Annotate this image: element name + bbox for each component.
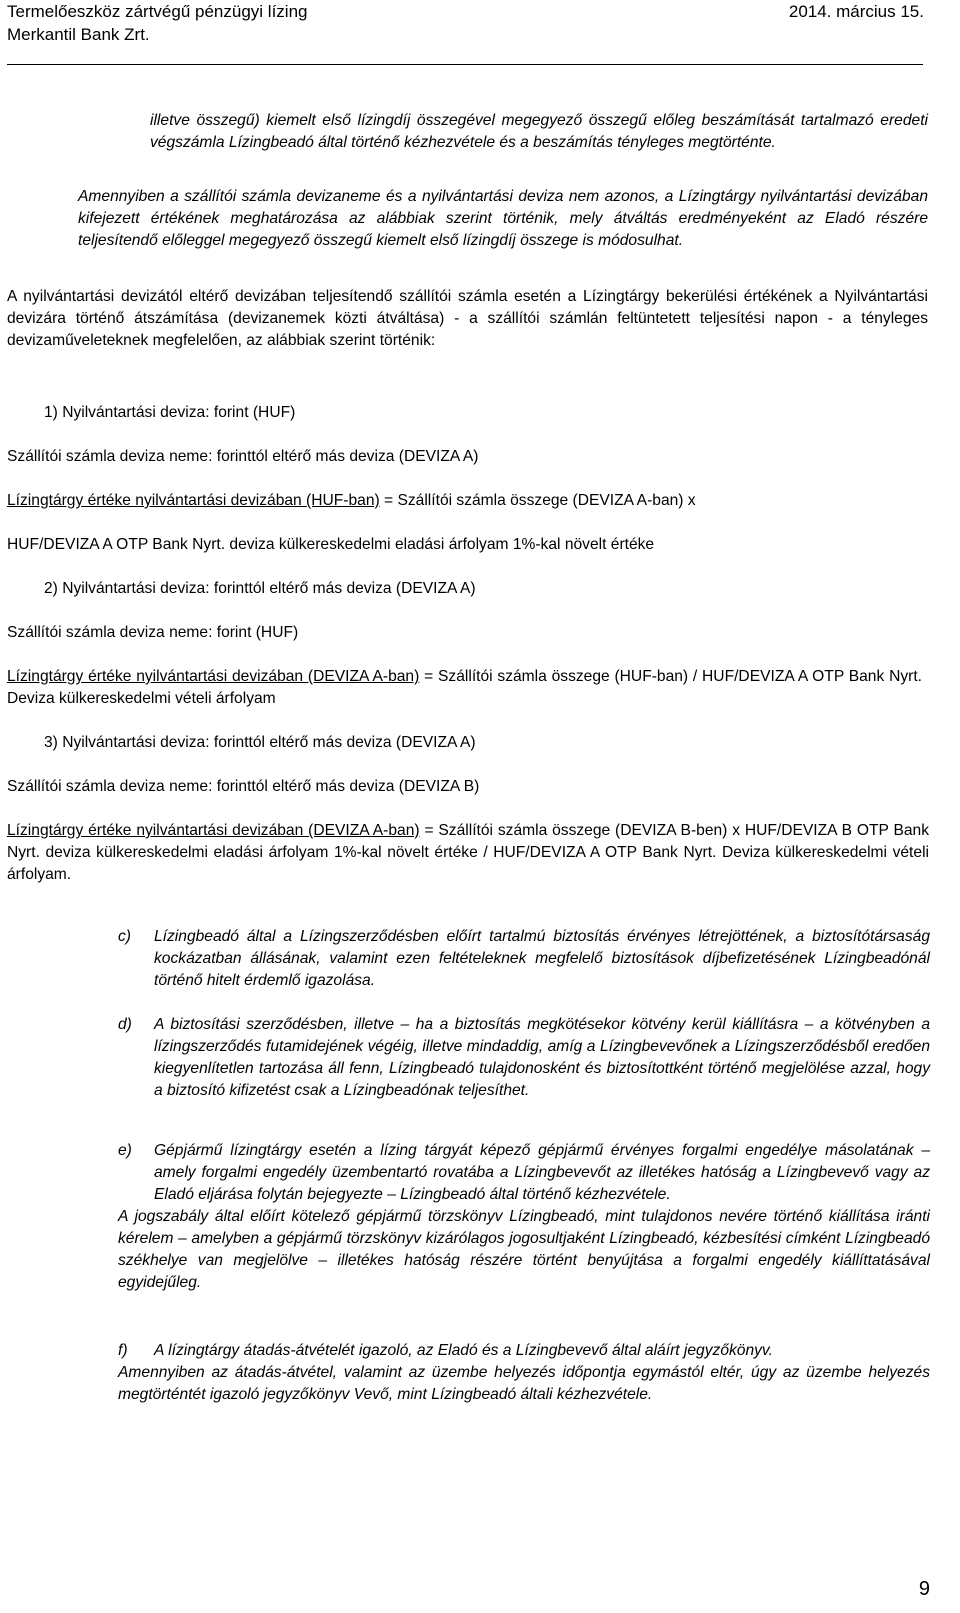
- case-1-formula-rest: = Szállítói számla összege (DEVIZA A-ban) x: [379, 492, 696, 509]
- case-3-formula: [7, 820, 929, 886]
- list-text-d: A biztosítási szerződésben, illetve – ha a biztosítás megkötésekor kötvény kerül kiállításra – a kötvényben a lízingszerződés futamidejének végéig, illetve mindaddig, amíg a Lízingbevevőnek a Lízingszerződésből eredően kiegyenlítetlen tartozása áll fenn, Lízingbeadó tulajdonosként és biztosítottként történő megjelölése azzal, hogy a biztosító kifizetést csak a Lízingbeadónak teljesíthet.: [154, 1016, 930, 1099]
- list-continuation-e: A jogszabály által előírt kötelező gépjármű törzskönyv Lízingbeadó, mint tulajdonos nevére történő kiállítása iránti kérelem – amelyben a gépjármű törzskönyv kizárólagos jogosultjaként Lízingbeadó, kézbesítési címként Lízingbeadó székhelye van megjelölve – illetékes hatóság részére történt benyújtása a forgalmi engedély kiállíttatásával egyidejűleg.: [118, 1208, 930, 1291]
- case-1-formula: [7, 490, 696, 512]
- case-2-formula-rest: = Szállítói számla összege (HUF-ban) / HUF/DEVIZA A OTP Bank Nyrt. Deviza külkereskedelmi vételi árfolyam: [7, 668, 922, 707]
- case-1-supplier-currency: Szállítói számla deviza neme: forinttól eltérő más deviza (DEVIZA A): [7, 448, 479, 465]
- list-label-f: f): [118, 1342, 128, 1359]
- list-label-c: c): [118, 928, 131, 945]
- paragraph-currency-difference: Amennyiben a szállítói számla devizaneme és a nyilvántartási deviza nem azonos, a Lízingtárgy nyilvántartási devizában kifejezett értékének meghatározása az alábbiak szerint történik, mely átváltás eredményeként az Eladó részére teljesítendő előleggel megegyező összegű kiemelt első lízingdíj összege is módosulhat.: [78, 188, 928, 249]
- case-3-title: 3) Nyilvántartási deviza: forinttól eltérő más deviza (DEVIZA A): [44, 734, 476, 751]
- header-title: Termelőeszköz zártvégű pénzügyi lízing: [7, 2, 308, 21]
- header-company: Merkantil Bank Zrt.: [7, 25, 150, 44]
- list-label-e: e): [118, 1142, 132, 1159]
- list-label-d: d): [118, 1016, 132, 1033]
- case-2-formula: [7, 666, 922, 710]
- page-number: 9: [918, 1578, 930, 1600]
- list-item-d: [118, 1014, 930, 1102]
- case-3-supplier-currency: Szállítói számla deviza neme: forinttól eltérő más deviza (DEVIZA B): [7, 778, 480, 795]
- list-text-c: Lízingbeadó által a Lízingszerződésben előírt tartalmú biztosítás érvényes létrejöttének, a biztosítótársaság kockázatban állásának, valamint ezen feltételeknek megfelelő biztosítások díjbefizetésének Lízingbeadónál történő hitelt érdemlő igazolása.: [154, 928, 930, 989]
- case-3-formula-label: Lízingtárgy értéke nyilvántartási devizában (DEVIZA A-ban): [7, 822, 420, 839]
- paragraph-conversion-rule: A nyilvántartási devizától eltérő devizában teljesítendő szállítói számla esetén a Lízingtárgy bekerülési értékének a Nyilvántartási devizára történő átszámítása (devizanemek közti átváltása) - a szállítói számlán feltüntetett teljesítési napon - a tényleges devizaműveleteknek megfelelően, az alábbiak szerint történik:: [7, 288, 928, 349]
- case-2-title: 2) Nyilvántartási deviza: forinttól eltérő más deviza (DEVIZA A): [44, 580, 476, 597]
- case-1-title: 1) Nyilvántartási deviza: forint (HUF): [44, 404, 296, 421]
- header-rule: [7, 64, 923, 65]
- case-2-supplier-currency: Szállítói számla deviza neme: forint (HUF): [7, 624, 299, 641]
- list-text-f: A lízingtárgy átadás-átvételét igazoló, az Eladó és a Lízingbevevő által aláírt jegyzőkönyv.: [154, 1342, 773, 1359]
- list-text-e: Gépjármű lízingtárgy esetén a lízing tárgyát képező gépjármű érvényes forgalmi engedélye másolatának – amely forgalmi engedély üzembentartó rovatába a Lízingbevevőt az illetékes hatóság a Lízingbevevő vagy az Eladó eljárása folytán bejegyezte – Lízingbeadó által történő kézhezvétele.: [154, 1142, 930, 1203]
- list-item-e: [118, 1140, 930, 1294]
- list-continuation-f: Amennyiben az átadás-átvétel, valamint az üzembe helyezés időpontja egymástól eltér, úgy az üzembe helyezés megtörténtét igazoló jegyzőkönyv Vevő, mint Lízingbeadó általi kézhezvétele.: [118, 1364, 930, 1403]
- paragraph-prepayment: illetve összegű) kiemelt első lízingdíj összegével megegyező összegű előleg beszámítását tartalmazó eredeti végszámla Lízingbeadó által történő kézhezvétele és a beszámítás tényleges megtörténte.: [150, 112, 928, 151]
- case-1-rate: HUF/DEVIZA A OTP Bank Nyrt. deviza külkereskedelmi eladási árfolyam 1%-kal növelt értéke: [7, 536, 655, 553]
- case-1-formula-label: Lízingtárgy értéke nyilvántartási devizában (HUF-ban): [7, 492, 380, 509]
- header-date: 2014. március 15.: [788, 2, 924, 21]
- case-3-formula-rest: = Szállítói számla összege (DEVIZA B-ben) x HUF/DEVIZA B OTP Bank Nyrt. deviza külkereskedelmi eladási árfolyam 1%-kal növelt értéke / HUF/DEVIZA A OTP Bank Nyrt. Deviza külkereskedelmi vételi árfolyam.: [7, 822, 929, 883]
- case-2-formula-label: Lízingtárgy értéke nyilvántartási devizában (DEVIZA A-ban): [7, 668, 420, 685]
- list-item-f: [118, 1340, 930, 1406]
- list-item-c: [118, 926, 930, 992]
